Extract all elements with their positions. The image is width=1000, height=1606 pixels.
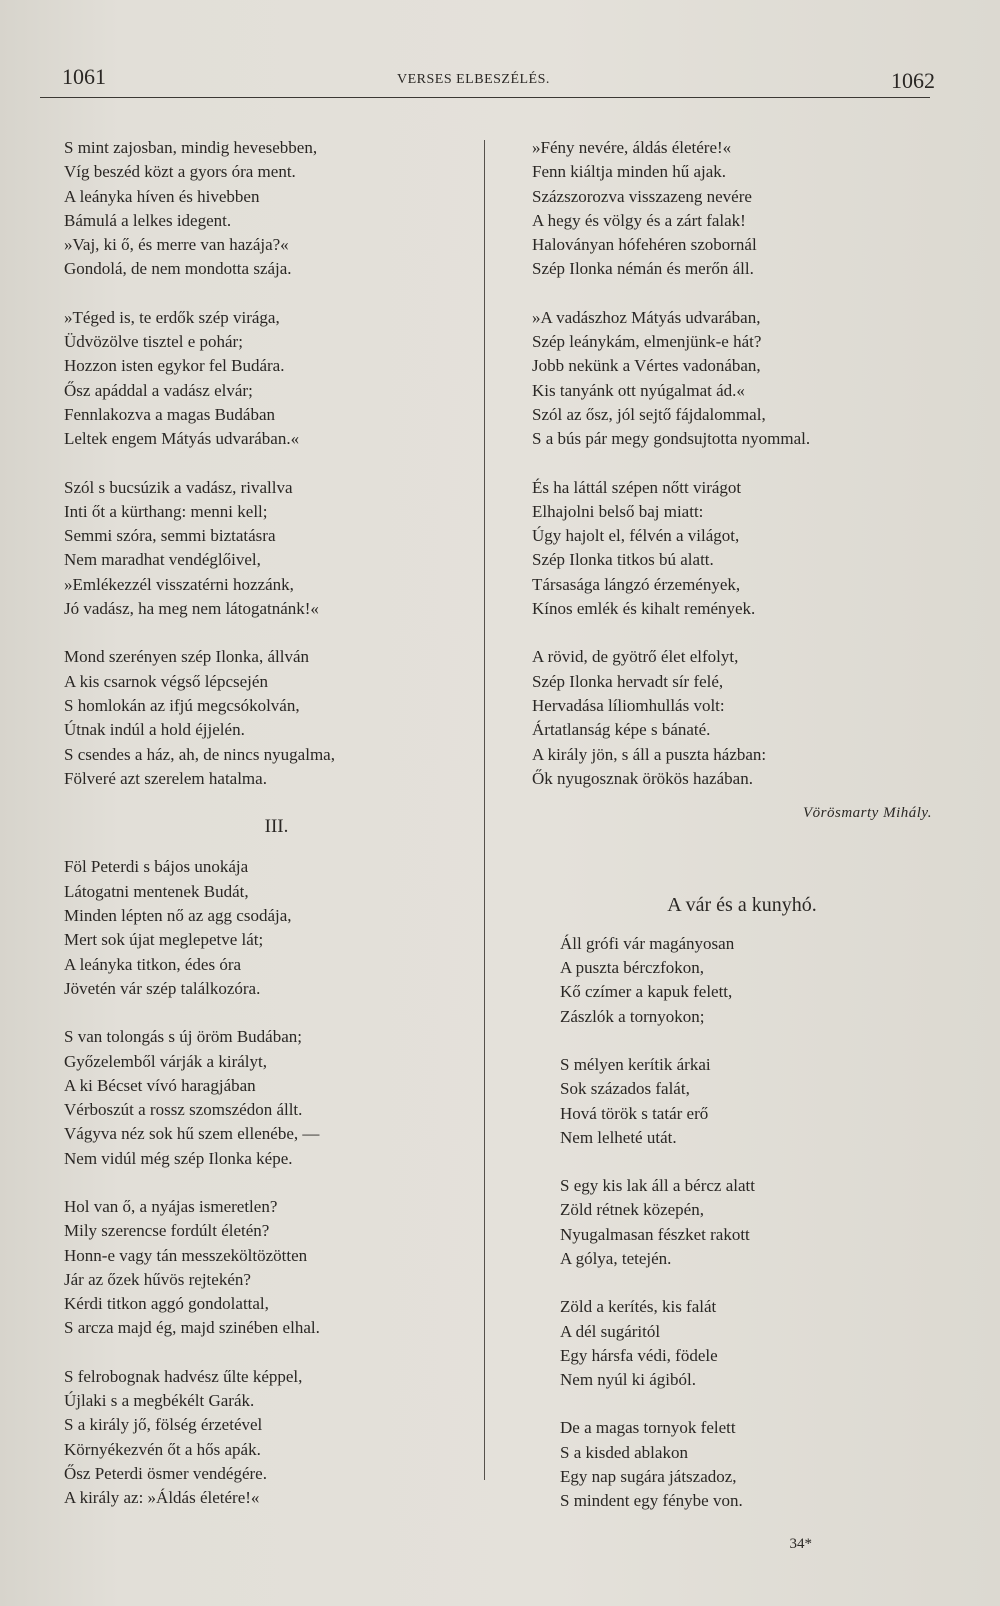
stanza (560, 1295, 942, 1392)
verse-line: Nem lelheté utát. (560, 1127, 677, 1147)
signature-mark: 34* (789, 1535, 812, 1552)
verse-line: Egy nap sugára játszadoz, (560, 1467, 737, 1487)
verse-line: S egy kis lak áll a bércz alatt (560, 1176, 755, 1196)
stanza (560, 1053, 942, 1150)
verse-line: A leányka titkon, édes óra (64, 954, 242, 974)
verse-line: Áll grófi vár magányosan (560, 933, 735, 953)
page-header (62, 60, 935, 94)
verse-line: Kínos emlék és kihalt remények. (532, 599, 756, 619)
stanza (532, 306, 942, 452)
stanza (532, 645, 942, 791)
verse-line: És ha láttál szépen nőtt virágot (532, 477, 742, 497)
verse-line: Úgy hajolt el, félvén a világot, (532, 526, 740, 546)
verse-line: A kis csarnok végső lépcsején (64, 671, 268, 691)
verse-line: Szép Ilonka némán és merőn áll. (532, 259, 754, 279)
stanza (64, 645, 469, 791)
verse-line: A rövid, de gyötrő élet elfolyt, (532, 647, 739, 667)
verse-line: Hervadása líliomhullás volt: (532, 695, 725, 715)
verse-line: Hol van ő, a nyájas ismeretlen? (64, 1196, 278, 1216)
verse-line: Jár az őzek hűvös rejtekén? (64, 1269, 251, 1289)
verse-line: Szép Ilonka titkos bú alatt. (532, 550, 714, 570)
stanza (64, 476, 469, 622)
verse-line: S felrobognak hadvész űlte képpel, (64, 1366, 303, 1386)
verse-line: Semmi szóra, semmi biztatásra (64, 526, 276, 546)
verse-line: Nem nyúl ki ágiból. (560, 1370, 696, 1390)
stanza (64, 1365, 469, 1511)
verse-line: Szól s bucsúzik a vadász, rivallva (64, 477, 293, 497)
stanza (532, 136, 942, 282)
verse-line: Szép Ilonka hervadt sír felé, (532, 671, 724, 691)
verse-line: Szép leánykám, elmenjünk-e hát? (532, 332, 762, 352)
verse-line: Társasága lángzó érzemények, (532, 574, 741, 594)
verse-line: Vágyva néz sok hű szem ellenébe, — (64, 1124, 320, 1144)
stanza (64, 306, 469, 452)
verse-line: Kő czímer a kapuk felett, (560, 982, 733, 1002)
stanza (64, 136, 469, 282)
verse-line: »Téged is, te erdők szép virága, (64, 307, 280, 327)
verse-line: Zöld a kerítés, kis falát (560, 1297, 717, 1317)
stanza (532, 476, 942, 622)
verse-line: Látogatni mentenek Budát, (64, 881, 249, 901)
verse-line: Zászlók a tornyokon; (560, 1006, 705, 1026)
verse-line: Zöld rétnek közepén, (560, 1200, 704, 1220)
right-column (532, 136, 942, 1556)
verse-line: »A vadászhoz Mátyás udvarában, (532, 307, 761, 327)
verse-line: Fölveré azt szerelem hatalma. (64, 768, 267, 788)
verse-line: »Emlékezzél visszatérni hozzánk, (64, 574, 294, 594)
stanza (64, 1195, 469, 1341)
verse-line: Egy hársfa védi, födele (560, 1345, 718, 1365)
verse-line: Szól az ősz, jól sejtő fájdalommal, (532, 404, 766, 424)
verse-line: Környékezvén őt a hős apák. (64, 1439, 261, 1459)
verse-line: Elhajolni belső baj miatt: (532, 501, 704, 521)
stanza (560, 932, 942, 1029)
verse-line: De a magas tornyok felett (560, 1418, 736, 1438)
verse-line: Jobb nekünk a Vértes vadonában, (532, 356, 761, 376)
verse-line: Mily szerencse fordúlt életén? (64, 1221, 270, 1241)
verse-line: A király jön, s áll a puszta házban: (532, 744, 767, 764)
verse-line: S a király jő, fölség érzetével (64, 1415, 263, 1435)
verse-line: Haloványan hófehéren szobornál (532, 235, 757, 255)
page-number-left: 1061 (62, 64, 106, 89)
verse-line: S homlokán az ifjú megcsókolván, (64, 695, 300, 715)
verse-line: Honn-e vagy tán messzeköltözötten (64, 1245, 308, 1265)
author-signature: Vörösmarty Mihály. (803, 805, 932, 822)
verse-line: Újlaki s a megbékélt Garák. (64, 1391, 255, 1411)
verse-line: A gólya, tetején. (560, 1248, 672, 1268)
verse-line: Mond szerényen szép Ilonka, állván (64, 647, 309, 667)
verse-line: Nem vidúl még szép Ilonka képe. (64, 1148, 293, 1168)
verse-line: Mert sok újat meglepetve lát; (64, 930, 264, 950)
verse-line: S van tolongás s új öröm Budában; (64, 1027, 302, 1047)
verse-line: Hová török s tatár erő (560, 1103, 709, 1123)
verse-line: A ki Bécset vívó haragjában (64, 1075, 256, 1095)
verse-line: Győzelemből várják a királyt, (64, 1051, 267, 1071)
verse-line: S csendes a ház, ah, de nincs nyugalma, (64, 744, 335, 764)
page-number-right: 1062 (891, 68, 935, 93)
verse-line: Gondolá, de nem mondotta szája. (64, 259, 292, 279)
verse-line: »Vaj, ki ő, és merre van hazája?« (64, 235, 289, 255)
verse-line: Hozzon isten egykor fel Budára. (64, 356, 285, 376)
section-number: III. (264, 816, 289, 838)
verse-line: Ősz Peterdi ösmer vendégére. (64, 1463, 267, 1483)
verse-line: Jó vadász, ha meg nem látogatnánk!« (64, 599, 319, 619)
verse-line: Nyugalmasan fészket rakott (560, 1224, 750, 1244)
verse-line: Fenn kiáltja minden hű ajak. (532, 162, 727, 182)
poem-title: A vár és a kunyhó. (667, 894, 817, 917)
verse-line: Ártatlanság képe s bánaté. (532, 720, 711, 740)
verse-line: Bámulá a lelkes idegent. (64, 210, 232, 230)
verse-line: Kérdi titkon aggó gondolattal, (64, 1294, 269, 1314)
verse-line: Vérboszút a rossz szomszédon állt. (64, 1100, 303, 1120)
verse-line: A leányka híven és hivebben (64, 186, 260, 206)
verse-line: Föl Peterdi s bájos unokája (64, 857, 249, 877)
running-title: VERSES ELBESZÉLÉS. (397, 72, 550, 87)
verse-line: Minden lépten nő az agg csodája, (64, 906, 292, 926)
verse-line: Százszorozva visszazeng nevére (532, 186, 752, 206)
verse-line: S mint zajosban, mindig hevesebben, (64, 138, 318, 157)
stanza (64, 1025, 469, 1171)
left-column (64, 136, 469, 1535)
verse-line: A puszta bérczfokon, (560, 958, 704, 978)
verse-line: S a kisded ablakon (560, 1442, 688, 1462)
verse-line: »Fény nevére, áldás életére!« (532, 138, 732, 157)
verse-line: Leltek engem Mátyás udvarában.« (64, 429, 300, 449)
stanza (560, 1416, 942, 1513)
verse-line: Ősz apáddal a vadász elvár; (64, 380, 253, 400)
verse-line: S arcza majd ég, majd szinében elhal. (64, 1318, 320, 1338)
verse-line: Fennlakozva a magas Budában (64, 404, 276, 424)
verse-line: S mélyen kerítik árkai (560, 1054, 711, 1074)
verse-line: Inti őt a kürthang: menni kell; (64, 501, 268, 521)
stanza (64, 855, 469, 1001)
verse-line: S a bús pár megy gondsujtotta nyommal. (532, 429, 811, 449)
header-rule (40, 97, 930, 98)
column-divider (484, 140, 485, 1480)
verse-line: Jövetén vár szép találkozóra. (64, 978, 261, 998)
verse-line: A hegy és völgy és a zárt falak! (532, 210, 746, 230)
verse-line: S mindent egy fénybe von. (560, 1491, 743, 1511)
verse-line: Kis tanyánk ott nyúgalmat ád.« (532, 380, 745, 400)
verse-line: Nem maradhat vendéglőivel, (64, 550, 261, 570)
verse-line: Sok százados falát, (560, 1079, 690, 1099)
verse-line: Üdvözölve tisztel e pohár; (64, 332, 243, 352)
verse-line: Víg beszéd közt a gyors óra ment. (64, 162, 296, 182)
verse-line: Ők nyugosznak örökös hazában. (532, 768, 753, 788)
stanza (560, 1174, 942, 1271)
verse-line: Útnak indúl a hold éjjelén. (64, 720, 245, 740)
verse-line: A király az: »Áldás életére!« (64, 1488, 260, 1508)
verse-line: A dél sugáritól (560, 1321, 661, 1341)
